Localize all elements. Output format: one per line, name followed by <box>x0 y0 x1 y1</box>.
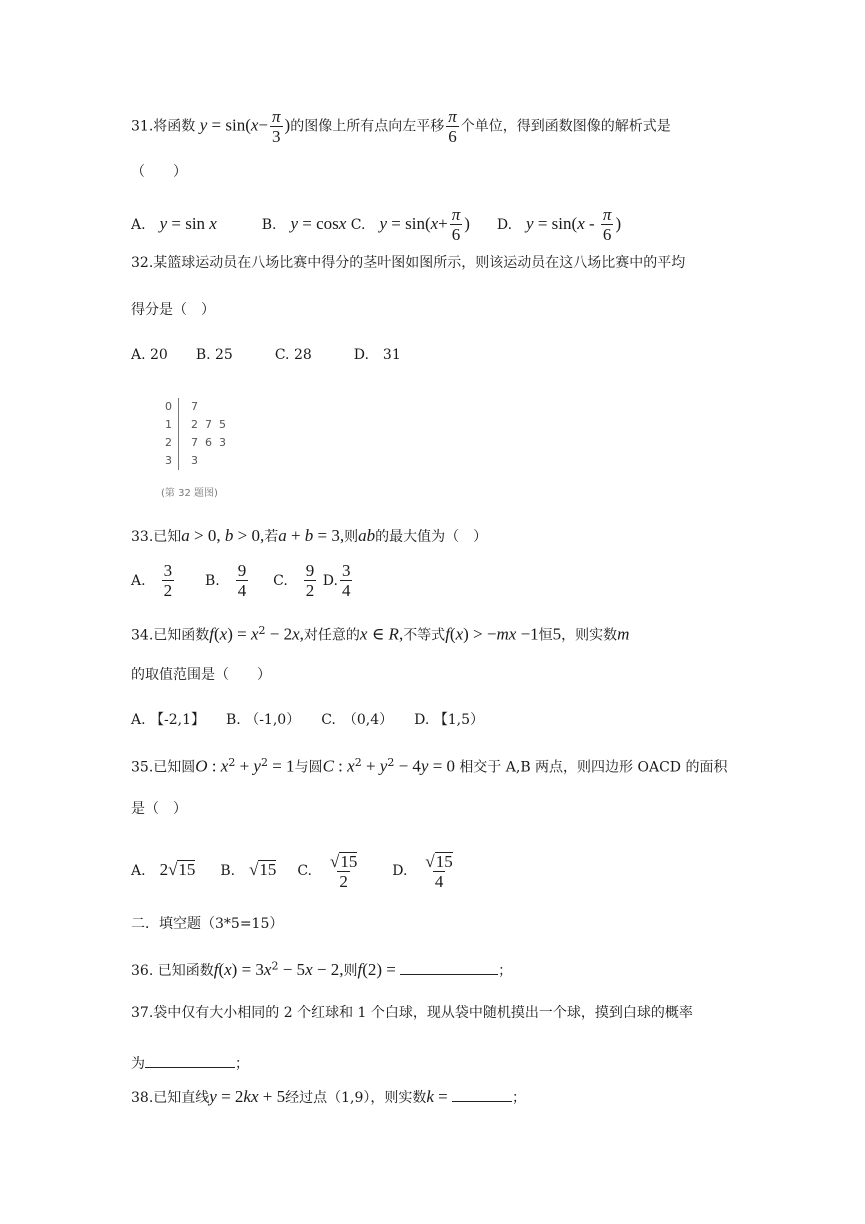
section-heading: 二．填空题（3*5=15） <box>131 916 284 932</box>
q35-options <box>131 852 457 890</box>
q38-number: 38.已知直线 <box>131 1090 210 1106</box>
q35-tail: 相交于 A,B 两点，则四边形 OACD 的面积 <box>459 759 728 776</box>
q33-line: 33.已知a > 0, b > 0,若a + b = 3,则ab的最大值为（ ） <box>131 526 488 545</box>
q36-line: 36. 已知函数$f(x) = 3x^2 - 5x - 2$,则f(2) = ； <box>131 959 513 979</box>
q31-frac-pi3: $\frac{\pi}{3}$ <box>272 107 281 146</box>
q31-text-a: 将函数 <box>153 118 196 135</box>
stem-row: 2 7 6 3 <box>165 436 226 449</box>
q36-answer-blank[interactable] <box>400 960 498 975</box>
q31-number: 31. <box>131 118 154 135</box>
q35-number: 35.已知圆 <box>131 759 196 776</box>
q35-opt-c: C. $\frac{√15}{2}$ <box>297 852 358 891</box>
q33-opt-a: A. $\frac{3}{2}$ <box>131 561 173 600</box>
q33-opt-d: D. $\frac{3}{4}$ <box>322 561 351 600</box>
q36-number: 36. 已知函数 <box>131 963 214 979</box>
stem-row: 1 2 7 5 <box>165 418 226 431</box>
q32-line2: 得分是（ ） <box>131 302 215 318</box>
q31-line1: 31.将函数 y = sin(x− $\frac{\pi}{3}$ )的图像上所有点向左平移 $\frac{\pi}{6}$ 个单位，得到函数图像的解析式是 <box>131 107 671 146</box>
q34-options: A. 【-2,1】 B. （-1,0） C. （0,4） D. 【1,5） <box>131 712 485 728</box>
q31-opt-c: C. y = sin(x+ $\frac{\pi}{6}$ ) <box>350 205 470 244</box>
q37-answer-blank[interactable] <box>145 1053 235 1068</box>
q31-frac-pi6: $\frac{\pi}{6}$ <box>448 107 457 146</box>
q38-mid: 经过点（1,9），则实数 <box>285 1090 427 1106</box>
q35-mid: 与圆 <box>294 759 323 776</box>
q35-line2: 是（ ） <box>131 801 187 817</box>
q34-line1: 34.已知函数$f(x) = x^2 - 2x$,对任意的x ∈ R,不等式f(x) > −mx −1恒5，则实数m <box>131 624 630 644</box>
q33-opt-c: C. $\frac{9}{2}$ <box>273 561 315 600</box>
q31-text-b: 的图像上所有点向左平移 <box>290 118 445 135</box>
q35-line1: 35.已知圆O : $x^2 + y^2 = 1$与圆C : $x^2 + y^2 - 4y = 0$ 相交于 A,B 两点，则四边形 OACD 的面积 <box>131 756 728 776</box>
q32-line1: 32.某篮球运动员在八场比赛中得分的茎叶图如图所示，则该运动员在这八场比赛中的平均 <box>131 255 686 271</box>
q38-line: 38.已知直线y = 2kx + 5经过点（1,9），则实数k = ； <box>131 1087 526 1106</box>
q33-options <box>131 562 354 599</box>
q31-options <box>131 206 621 243</box>
q34-number: 34.已知函数 <box>131 627 210 644</box>
q31-opt-b: B. y = cosx <box>261 213 347 233</box>
q32-options: A. 20 B. 25 C. 28 D. 31 <box>131 347 401 363</box>
q35-opt-b: B. √15 <box>220 860 277 879</box>
q38-answer-blank[interactable] <box>452 1087 512 1102</box>
q31-text-c: 个单位，得到函数图像的解析式是 <box>460 118 671 135</box>
q35-opt-a: A. 2√15 <box>131 860 196 879</box>
figure-caption: (第 32 题图) <box>161 488 218 499</box>
q31-paren: （ ） <box>131 164 187 180</box>
q37-line1: 37.袋中仅有大小相同的 2 个红球和 1 个白球，现从袋中随机摸出一个球，摸到白球的概率 <box>131 1005 693 1021</box>
stem-row: 0 7 <box>165 400 198 413</box>
stem-leaf-figure <box>155 396 265 501</box>
q35-opt-d: D. $\frac{√15}{4}$ <box>392 852 453 891</box>
q37-line2: 为 ； <box>131 1053 249 1071</box>
q34-line2: 的取值范围是（ ） <box>131 667 271 683</box>
q31-opt-a: A. y = sin x <box>131 213 217 233</box>
stem-row: 3 3 <box>165 454 198 467</box>
q33-opt-b: B. $\frac{9}{4}$ <box>204 561 247 600</box>
q31-function: y <box>199 115 208 135</box>
q31-opt-d: D. y = sin(x - $\frac{\pi}{6}$ ) <box>496 205 622 244</box>
q33-number: 33.已知 <box>131 529 182 545</box>
stem-divider <box>178 398 179 470</box>
q33-text: 的最大值为（ ） <box>375 529 488 545</box>
